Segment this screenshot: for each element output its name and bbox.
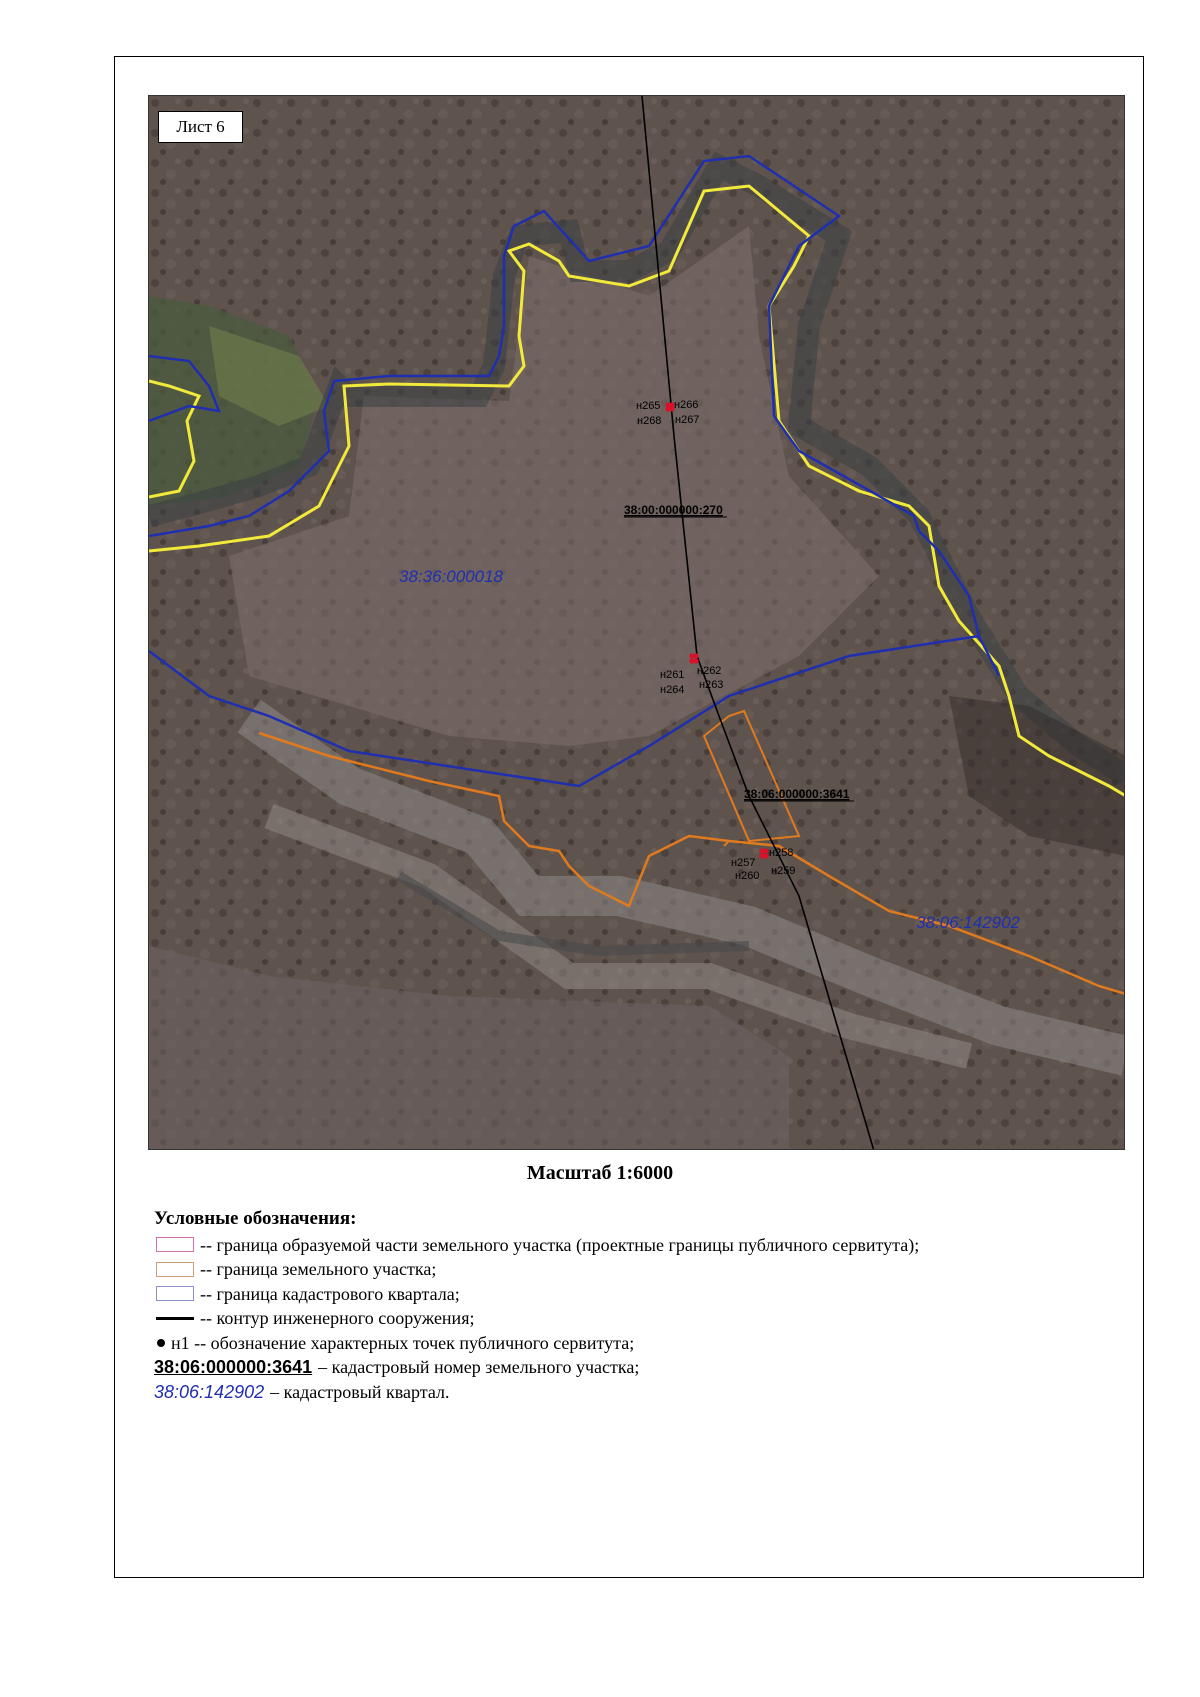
legend-text: -- граница земельного участка; bbox=[200, 1259, 437, 1279]
legend-text: -- контур инженерного сооружения; bbox=[200, 1308, 475, 1328]
point-label: н265 bbox=[636, 400, 661, 412]
parcel-label: 38:00:000000:270 bbox=[624, 503, 723, 517]
point-label: н261 bbox=[660, 669, 685, 681]
legend-text: – кадастровый номер земельного участка; bbox=[318, 1357, 640, 1377]
legend-text: -- граница образуемой части земельного участка (проектные границы публичного сервитута); bbox=[200, 1234, 920, 1255]
orange-boundary-swatch bbox=[156, 1262, 194, 1277]
point-label: н263 bbox=[699, 679, 724, 691]
legend-item-quarter-number bbox=[154, 1380, 919, 1405]
legend-text: н1 -- обозначение характерных точек публичного сервитута; bbox=[171, 1332, 635, 1353]
legend-title: Условные обозначения: bbox=[154, 1208, 357, 1229]
map-canvas bbox=[149, 96, 1125, 1150]
legend bbox=[154, 1207, 919, 1404]
legend-item-points bbox=[154, 1331, 919, 1356]
legend-text: – кадастровый квартал. bbox=[270, 1381, 450, 1402]
map-view[interactable] bbox=[148, 95, 1125, 1150]
point-marker bbox=[693, 658, 698, 663]
legend-item-parcel-number bbox=[154, 1355, 919, 1380]
point-dot-icon bbox=[157, 1339, 165, 1347]
legend-text: -- граница кадастрового квартала; bbox=[200, 1283, 460, 1304]
quarter-label: 38:36:000018 bbox=[399, 567, 503, 586]
point-label: н259 bbox=[771, 865, 796, 877]
legend-item-quarter bbox=[154, 1282, 919, 1307]
pink-boundary-swatch bbox=[156, 1237, 194, 1252]
legend-item-servitude bbox=[154, 1233, 919, 1258]
quarter-label: 38:06:142902 bbox=[916, 913, 1020, 932]
sheet-label: Лист 6 bbox=[158, 111, 243, 143]
sample-parcel-number: 38:06:000000:3641 bbox=[154, 1357, 313, 1377]
blue-boundary-swatch bbox=[156, 1286, 194, 1301]
point-marker bbox=[763, 853, 768, 858]
point-label: н258 bbox=[769, 847, 794, 859]
point-label: н260 bbox=[735, 870, 760, 882]
black-line-swatch bbox=[156, 1317, 194, 1320]
sample-quarter-number: 38:06:142902 bbox=[154, 1381, 265, 1402]
point-label: н266 bbox=[674, 399, 699, 411]
point-marker bbox=[763, 848, 768, 853]
point-label: н268 bbox=[637, 415, 662, 427]
legend-item-structure bbox=[154, 1306, 919, 1331]
point-label: н257 bbox=[731, 857, 756, 869]
point-label: н262 bbox=[697, 665, 722, 677]
point-marker bbox=[693, 653, 698, 658]
scale-label: Масштаб 1:6000 bbox=[526, 1162, 674, 1184]
legend-item-parcel bbox=[154, 1257, 919, 1282]
parcel-label: 38:06:000000:3641 bbox=[744, 787, 850, 801]
point-label: н267 bbox=[675, 414, 700, 426]
point-label: н264 bbox=[660, 684, 685, 696]
